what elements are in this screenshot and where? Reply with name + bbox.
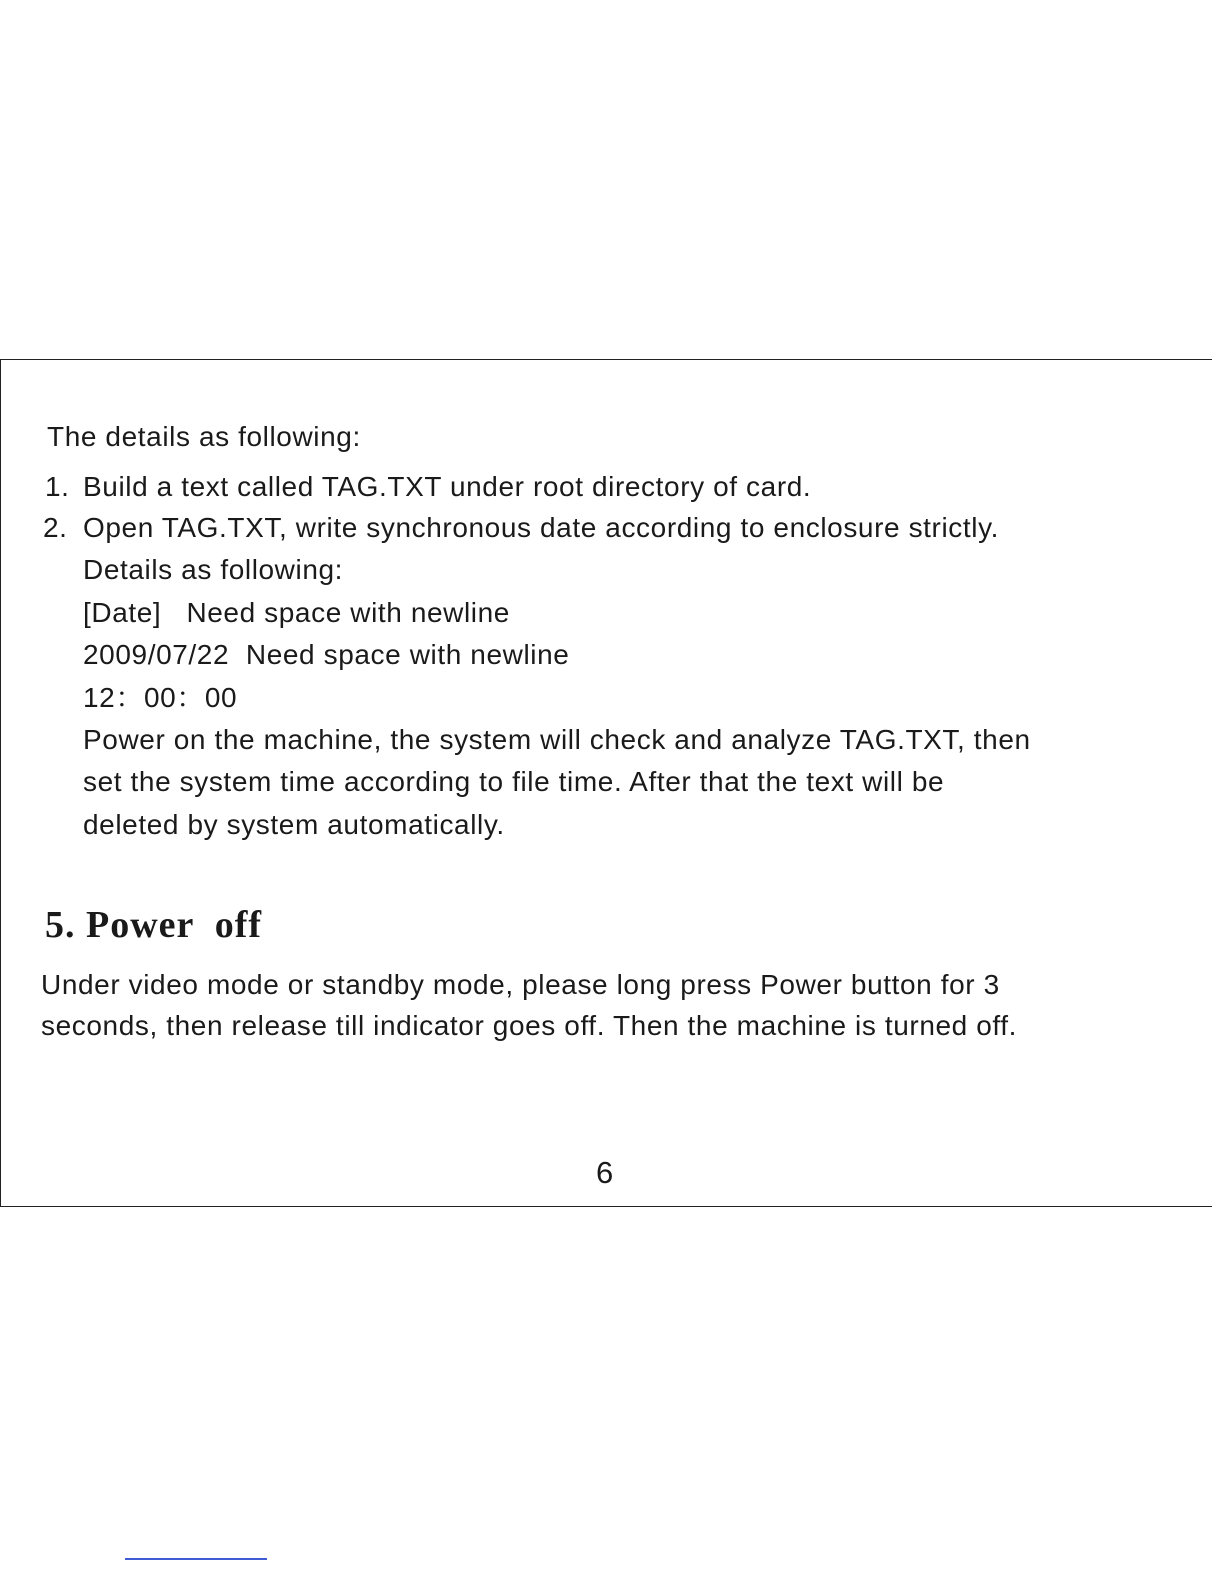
time-line: 12：00：00 — [83, 682, 238, 713]
step-2-text: Open TAG.TXT, write synchronous date according to enclosure strictly. — [83, 512, 1000, 543]
step-1-number: 1. — [45, 471, 70, 502]
page-number: 6 — [596, 1155, 614, 1190]
power-off-line-2: seconds, then release till indicator goes off. Then the machine is turned off. — [41, 1010, 1018, 1041]
date-line: [Date] Need space with newline — [83, 597, 510, 628]
explanation-line-2: set the system time according to file time. After that the text will be — [83, 766, 945, 797]
date-value-line: 2009/07/22 Need space with newline — [83, 639, 570, 670]
power-off-line-1: Under video mode or standby mode, please long press Power button for 3 — [41, 969, 1000, 1000]
section-heading-power-off: 5. Power off — [45, 904, 263, 946]
intro-text: The details as following: — [47, 421, 361, 452]
link-underline — [125, 1558, 267, 1560]
step-2-number: 2. — [43, 512, 68, 543]
explanation-line-1: Power on the machine, the system will check and analyze TAG.TXT, then — [83, 724, 1031, 755]
details-label: Details as following: — [83, 554, 344, 585]
explanation-line-3: deleted by system automatically. — [83, 809, 505, 840]
step-1-text: Build a text called TAG.TXT under root directory of card. — [83, 471, 812, 502]
